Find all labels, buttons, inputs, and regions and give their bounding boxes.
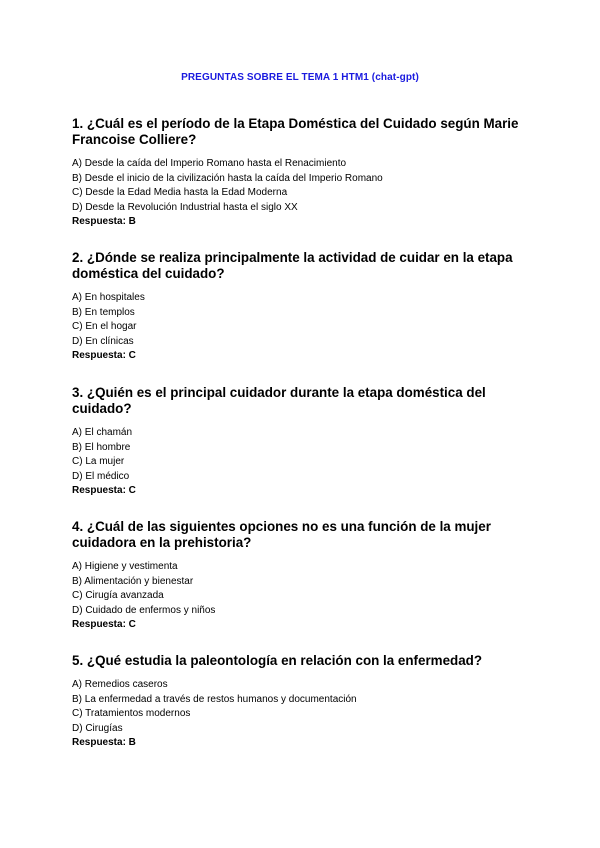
answer-label: Respuesta: C: [72, 485, 136, 497]
answer-label: Respuesta: B: [72, 737, 136, 749]
question-text: 5. ¿Qué estudia la paleontología en relación con la enfermedad?: [72, 653, 482, 668]
option-item: A) El chamán: [72, 427, 133, 438]
option-item: B) La enfermedad a través de restos humanos y documentación: [72, 693, 357, 705]
option-list: [72, 157, 532, 215]
option-item: D) En clínicas: [72, 335, 134, 347]
question-block: [72, 116, 532, 229]
question-text: 4. ¿Cuál de las siguientes opciones no es una función de la mujer cuidadora en la prehistoria?: [72, 519, 491, 550]
option-list: [72, 291, 532, 349]
answer-label: Respuesta: C: [72, 350, 136, 362]
option-item: B) Desde el inicio de la civilización hasta la caída del Imperio Romano: [72, 172, 383, 184]
option-item: C) La mujer: [72, 456, 125, 468]
option-item: C) En el hogar: [72, 321, 137, 333]
option-item: D) Cuidado de enfermos y niños: [72, 604, 216, 616]
question-block: [72, 653, 532, 750]
option-item: C) Cirugía avanzada: [72, 590, 164, 602]
question-block: [72, 385, 532, 498]
option-item: A) Remedios caseros: [72, 679, 168, 690]
question-block: [72, 250, 532, 363]
option-item: D) El médico: [72, 470, 130, 482]
option-item: C) Desde la Edad Media hasta la Edad Moderna: [72, 187, 288, 199]
option-item: D) Cirugías: [72, 722, 123, 734]
option-item: A) Desde la caída del Imperio Romano hasta el Renacimiento: [72, 158, 347, 169]
option-list: [72, 678, 532, 736]
option-item: B) El hombre: [72, 441, 131, 453]
question-block: [72, 519, 532, 632]
option-item: A) En hospitales: [72, 292, 145, 303]
option-item: D) Desde la Revolución Industrial hasta el siglo XX: [72, 201, 298, 213]
option-item: B) Alimentación y bienestar: [72, 575, 194, 587]
question-text: 3. ¿Quién es el principal cuidador durante la etapa doméstica del cuidado?: [72, 385, 486, 416]
answer-label: Respuesta: B: [72, 216, 136, 228]
option-list: [72, 560, 532, 618]
option-item: B) En templos: [72, 306, 135, 318]
question-text: 1. ¿Cuál es el período de la Etapa Doméstica del Cuidado según Marie Francoise Colliere?: [72, 116, 519, 147]
option-item: A) Higiene y vestimenta: [72, 561, 178, 572]
question-text: 2. ¿Dónde se realiza principalmente la actividad de cuidar en la etapa doméstica del cuidado?: [72, 250, 513, 281]
option-list: [72, 426, 532, 484]
document-title: PREGUNTAS SOBRE EL TEMA 1 HTM1 (chat-gpt): [181, 72, 419, 83]
option-item: C) Tratamientos modernos: [72, 708, 191, 720]
answer-label: Respuesta: C: [72, 619, 136, 631]
